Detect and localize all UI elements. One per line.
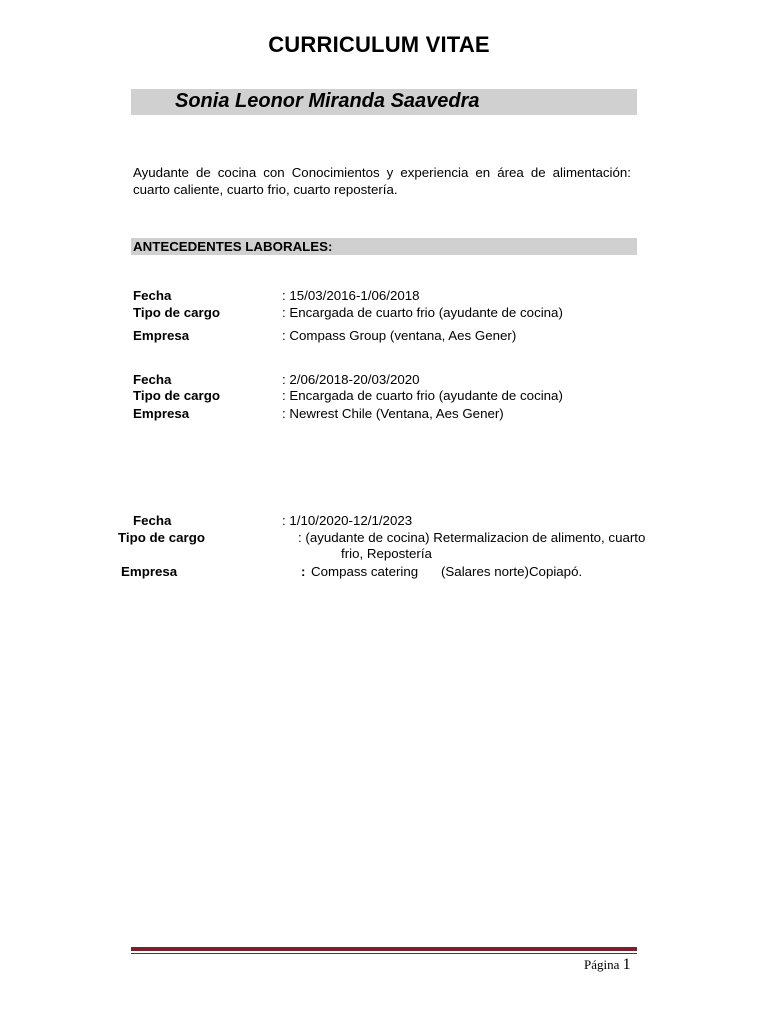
job3-tipo-label: Tipo de cargo [118,530,205,545]
profile-summary [133,164,631,198]
footer-rule-thick [131,947,637,951]
job1-empresa-label: Empresa [133,328,190,343]
section-title: ANTECEDENTES LABORALES: [133,239,333,254]
job2-fecha-value: : 2/06/2018-20/03/2020 [282,372,420,387]
job1-fecha-label: Fecha [133,288,172,303]
summary-line-2: cuarto caliente, cuarto frio, cuarto repostería. [133,182,398,197]
job1-fecha-value: : 15/03/2016-1/06/2018 [282,288,420,303]
job3-fecha-value: : 1/10/2020-12/1/2023 [282,513,413,528]
candidate-name: Sonia Leonor Miranda Saavedra [175,90,480,112]
job2-fecha-label: Fecha [133,372,172,387]
job3-fecha-label: Fecha [133,513,172,528]
summary-line-1: Ayudante de cocina con Conocimientos y experiencia en área de alimentación: [133,165,631,180]
job2-empresa-label: Empresa [133,406,190,421]
page-number [584,956,631,974]
job3-empresa-value-part1: Compass catering [311,564,419,579]
job3-empresa-colon: : [301,564,306,579]
footer-rule-thin [131,953,637,954]
job1-tipo-value: : Encargada de cuarto frio (ayudante de cocina) [282,305,563,320]
job3-tipo-value-line2: frio, Repostería [341,546,432,561]
job3-tipo-value-line1: : (ayudante de cocina) Retermalizacion de alimento, cuarto [298,530,646,545]
job2-tipo-label: Tipo de cargo [133,388,220,403]
job1-empresa-value: : Compass Group (ventana, Aes Gener) [282,328,517,343]
job3-empresa-label: Empresa [121,564,178,579]
job2-empresa-value: : Newrest Chile (Ventana, Aes Gener) [282,406,504,421]
job1-tipo-label: Tipo de cargo [133,305,220,320]
page-number-value: 1 [622,956,631,973]
document-title: CURRICULUM VITAE [268,32,490,57]
job2-tipo-value: : Encargada de cuarto frio (ayudante de cocina) [282,388,563,403]
page-label: Página [584,957,620,972]
job3-empresa-value-part2: (Salares norte)Copiapó. [441,564,583,579]
